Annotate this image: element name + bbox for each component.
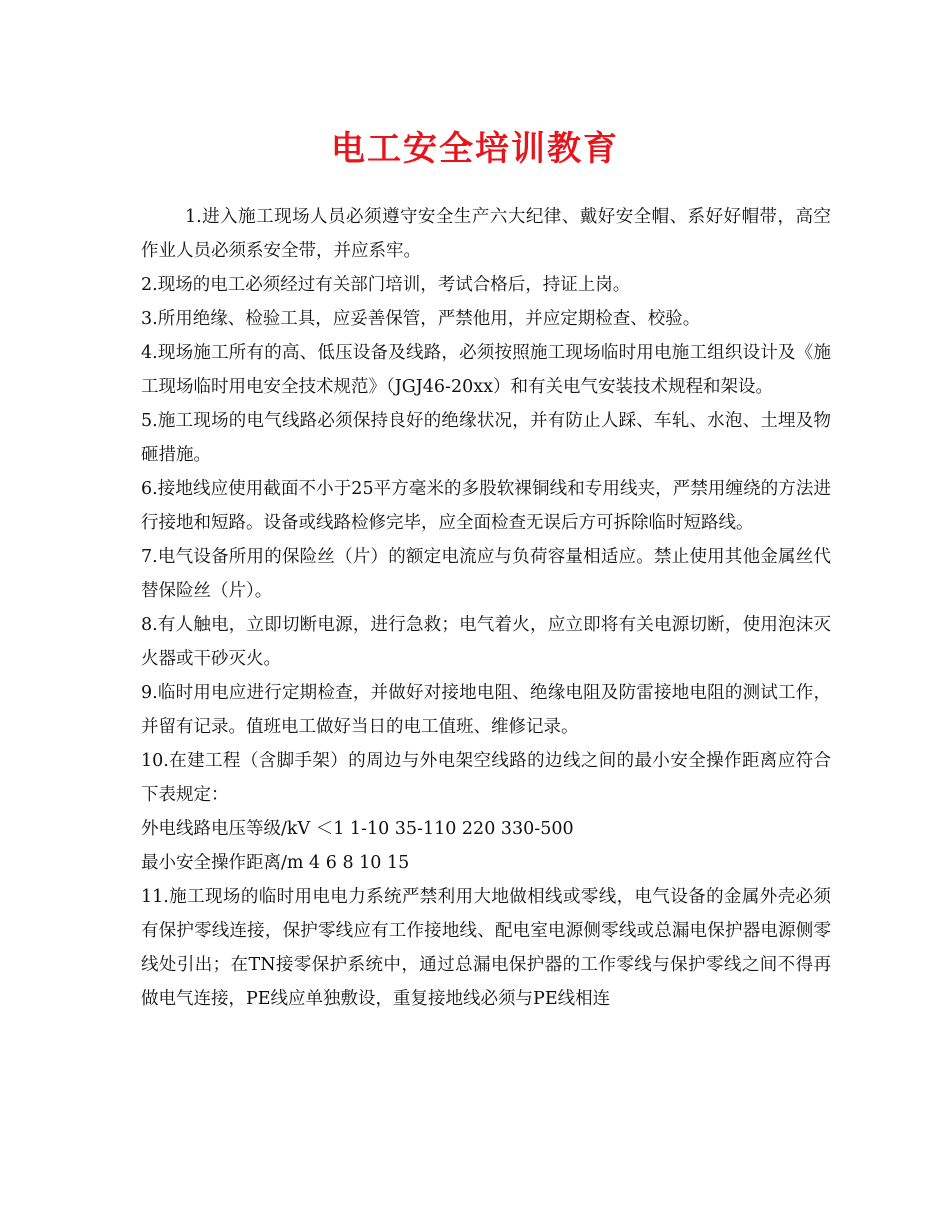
paragraph-rule-7: 7.电气设备所用的保险丝（片）的额定电流应与负荷容量相适应。禁止使用其他金属丝代替保险丝（片）。 — [141, 547, 831, 601]
paragraph-rule-2: 2.现场的电工必须经过有关部门培训，考试合格后，持证上岗。 — [141, 275, 631, 295]
paragraph-rule-5: 5.施工现场的电气线路必须保持良好的绝缘状况，并有防止人踩、车轧、水泡、土埋及物砸措施。 — [141, 411, 831, 465]
paragraph-rule-4: 4.现场施工所有的高、低压设备及线路，必须按照施工现场临时用电施工组织设计及《施工现场临时用电安全技术规范》（JGJ46-20xx）和有关电气安装技术规程和架设。 — [141, 343, 831, 397]
distance-table-voltage-row: 外电线路电压等级/kV ＜1 1-10 35-110 220 330-500 — [141, 819, 574, 839]
distance-table-distance-row: 最小安全操作距离/m 4 6 8 10 15 — [141, 853, 410, 873]
document-body — [141, 200, 831, 1016]
paragraph-rule-8: 8.有人触电，立即切断电源，进行急救；电气着火，应立即将有关电源切断，使用泡沫灭火器或干砂灭火。 — [141, 615, 831, 669]
document-title: 电工安全培训教育 — [331, 129, 619, 169]
paragraph-rule-11: 11.施工现场的临时用电电力系统严禁利用大地做相线或零线，电气设备的金属外壳必须有保护零线连接，保护零线应有工作接地线、配电室电源侧零线或总漏电保护器电源侧零线处引出；在TN接零保护系统中，通过总漏电保护器的工作零线与保护零线之间不得再做电气连接，PE线应单独敷设，重复接地线必须与PE线相连 — [141, 887, 831, 1009]
paragraph-rule-6: 6.接地线应使用截面不小于25平方毫米的多股软裸铜线和专用线夹，严禁用缠绕的方法进行接地和短路。设备或线路检修完毕，应全面检查无误后方可拆除临时短路线。 — [141, 479, 831, 533]
paragraph-rule-3: 3.所用绝缘、检验工具，应妥善保管，严禁他用，并应定期检查、校验。 — [141, 309, 701, 329]
paragraph-rule-9: 9.临时用电应进行定期检查，并做好对接地电阻、绝缘电阻及防雷接地电阻的测试工作，并留有记录。值班电工做好当日的电工值班、维修记录。 — [141, 683, 831, 737]
paragraph-rule-10: 10.在建工程（含脚手架）的周边与外电架空线路的边线之间的最小安全操作距离应符合下表规定： — [141, 751, 831, 805]
paragraph-rule-1: 1.进入施工现场人员必须遵守安全生产六大纪律、戴好安全帽、系好好帽带，高空作业人员必须系安全带，并应系牢。 — [141, 207, 831, 261]
